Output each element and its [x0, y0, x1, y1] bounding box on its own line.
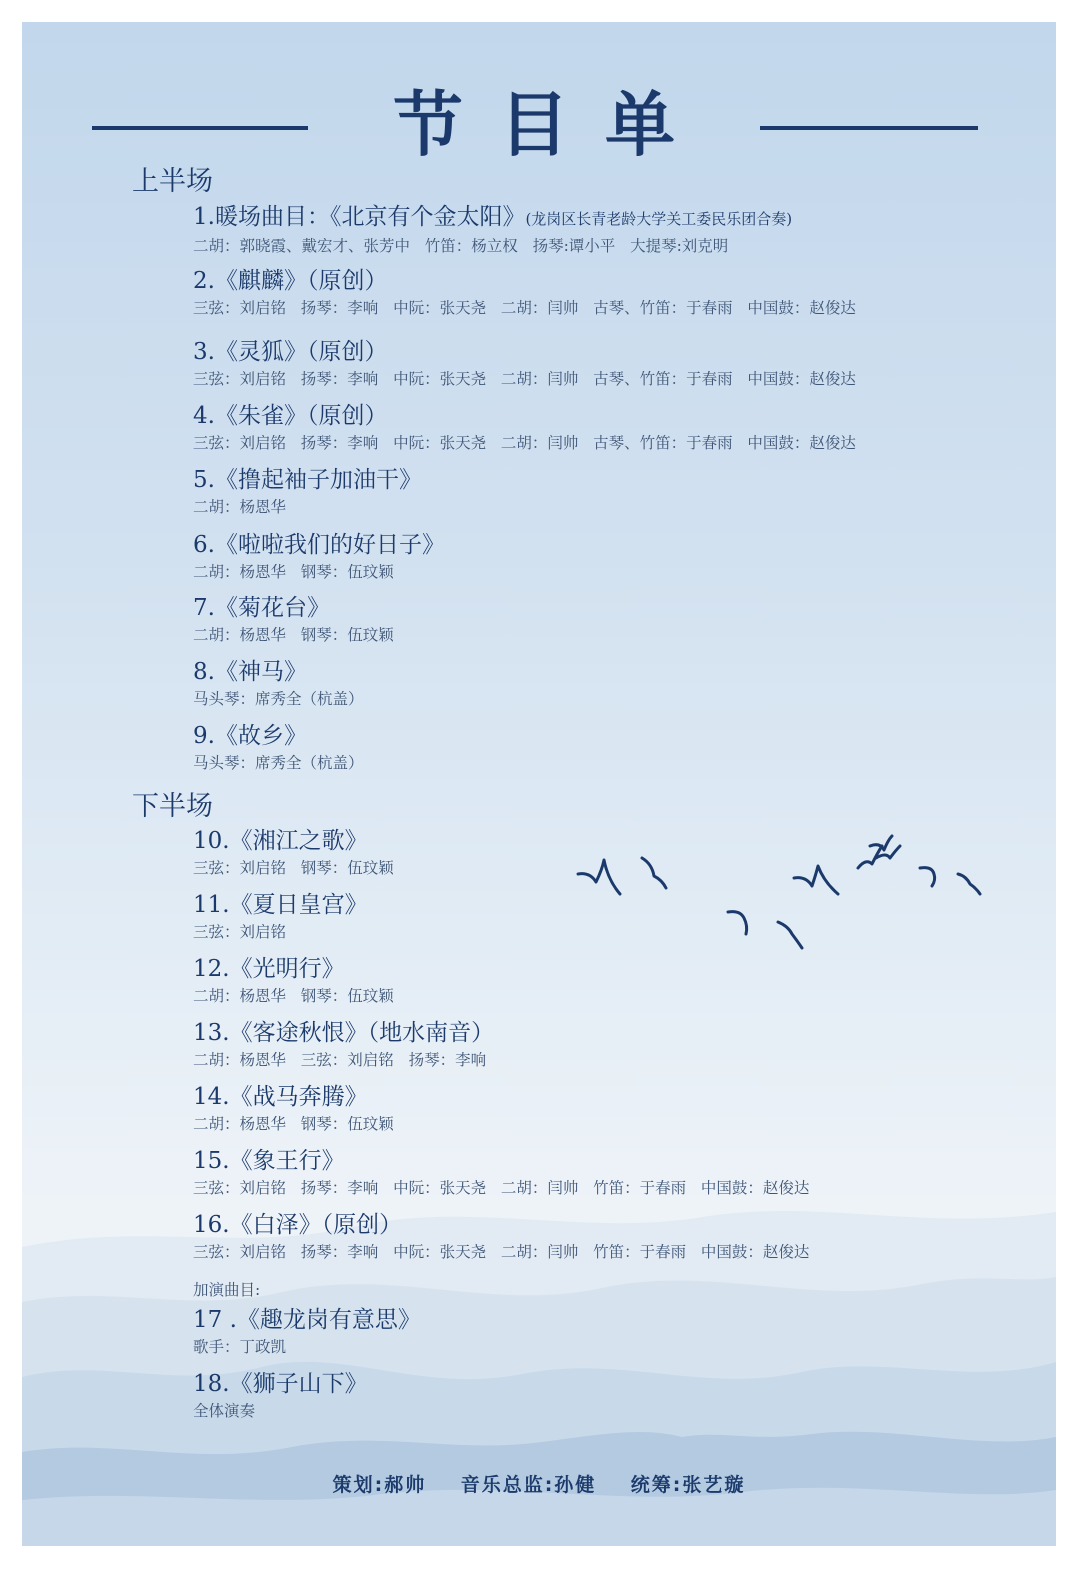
program-title: 12.《光明行》	[193, 956, 345, 982]
program-performers: 歌手：丁政凯	[193, 1338, 287, 1356]
program-item-5	[193, 465, 422, 519]
program-title: 8.《神马》	[193, 659, 307, 685]
program-item-6	[193, 530, 445, 584]
section-title-second-half: 下半场	[132, 791, 213, 822]
bird-icon	[578, 860, 620, 894]
program-performers: 三弦：刘启铭	[193, 923, 287, 941]
program-title: 4.《朱雀》（原创）	[193, 403, 388, 429]
program-title: 10.《湘江之歌》	[193, 828, 368, 854]
program-performers: 二胡：杨恩华 三弦：刘启铭 扬琴：李响	[193, 1051, 487, 1069]
program-item-9	[193, 721, 364, 775]
program-performers: 三弦：刘启铭 钢琴：伍玟颖	[193, 859, 394, 877]
program-item-2	[193, 266, 856, 320]
program-title: 13.《客途秋恨》（地水南音）	[193, 1020, 495, 1046]
program-title: 5.《撸起袖子加油干》	[193, 467, 422, 493]
program-item-12	[193, 954, 394, 1008]
program-title: 18.《狮子山下》	[193, 1371, 368, 1397]
program-performers: 三弦：刘启铭 扬琴：李响 中阮：张天尧 二胡：闫帅 竹笛：于春雨 中国鼓：赵俊达	[193, 1243, 810, 1261]
program-item-4	[193, 401, 856, 455]
program-performers: 马头琴：席秀全（杭盖）	[193, 754, 364, 772]
program-performers: 三弦：刘启铭 扬琴：李响 中阮：张天尧 二胡：闫帅 竹笛：于春雨 中国鼓：赵俊达	[193, 1179, 810, 1197]
program-page	[22, 22, 1056, 1546]
program-item-3	[193, 337, 856, 391]
program-title: 16.《白泽》（原创）	[193, 1212, 403, 1238]
program-performers: 二胡：杨恩华 钢琴：伍玟颖	[193, 987, 394, 1005]
bird-icon	[958, 874, 980, 894]
program-item-15	[193, 1146, 809, 1200]
program-performers: 二胡：郭晓霞、戴宏才、张芳中 竹笛：杨立权 扬琴:谭小平 大提琴:刘克明	[193, 237, 729, 255]
page-title: 节目单	[393, 83, 711, 166]
program-title: 14.《战马奔腾》	[193, 1084, 368, 1110]
program-performers: 全体演奏	[193, 1402, 256, 1420]
program-item-7	[193, 593, 394, 647]
program-performers: 三弦：刘启铭 扬琴：李响 中阮：张天尧 二胡：闫帅 古琴、竹笛：于春雨 中国鼓：赵俊达	[193, 434, 856, 452]
program-title: 15.《象王行》	[193, 1148, 345, 1174]
program-performers: 马头琴：席秀全（杭盖）	[193, 690, 364, 708]
program-title-text: 1.暖场曲目：《北京有个金太阳》	[193, 204, 526, 230]
program-title: 6.《啦啦我们的好日子》	[193, 532, 445, 558]
program-item-17	[193, 1305, 421, 1359]
program-item-16	[193, 1210, 809, 1264]
encore-label: 加演曲目:	[193, 1281, 261, 1299]
program-item-13	[193, 1018, 494, 1072]
bird-icon	[870, 836, 892, 850]
title-row	[22, 80, 1056, 170]
program-performers: 三弦：刘启铭 扬琴：李响 中阮：张天尧 二胡：闫帅 古琴、竹笛：于春雨 中国鼓：赵俊达	[193, 299, 856, 317]
program-item-14	[193, 1082, 394, 1136]
program-item-18	[193, 1369, 368, 1423]
program-title: 11.《夏日皇宫》	[193, 892, 368, 918]
program-note: (龙岗区长青老龄大学关工委民乐团合奏)	[525, 210, 793, 228]
title-divider-right	[760, 126, 978, 130]
section-title-first-half: 上半场	[132, 166, 213, 197]
bird-icon	[728, 912, 747, 934]
program-title: 2.《麒麟》（原创）	[193, 268, 388, 294]
bird-icon	[642, 858, 666, 888]
program-item-11	[193, 890, 368, 944]
program-performers: 二胡：杨恩华 钢琴：伍玟颖	[193, 1115, 394, 1133]
program-title	[193, 202, 792, 234]
program-title: 17 .《趣龙岗有意思》	[193, 1307, 421, 1333]
program-title: 7.《菊花台》	[193, 595, 330, 621]
program-performers: 二胡：杨恩华 钢琴：伍玟颖	[193, 626, 394, 644]
program-item-8	[193, 657, 364, 711]
program-performers: 二胡：杨恩华 钢琴：伍玟颖	[193, 563, 394, 581]
birds-illustration	[562, 822, 982, 962]
bird-icon	[794, 866, 838, 894]
bird-icon	[778, 922, 802, 948]
program-item-10	[193, 826, 394, 880]
program-title: 3.《灵狐》（原创）	[193, 339, 388, 365]
credits-footer: 策划:郝帅 音乐总监:孙健 统筹:张艺璇	[332, 1474, 746, 1496]
program-performers: 二胡：杨恩华	[193, 498, 287, 516]
bird-icon	[920, 868, 935, 886]
program-title: 9.《故乡》	[193, 723, 307, 749]
title-divider-left	[92, 126, 308, 130]
program-performers: 三弦：刘启铭 扬琴：李响 中阮：张天尧 二胡：闫帅 古琴、竹笛：于春雨 中国鼓：赵俊达	[193, 370, 856, 388]
program-item-1	[193, 202, 792, 258]
